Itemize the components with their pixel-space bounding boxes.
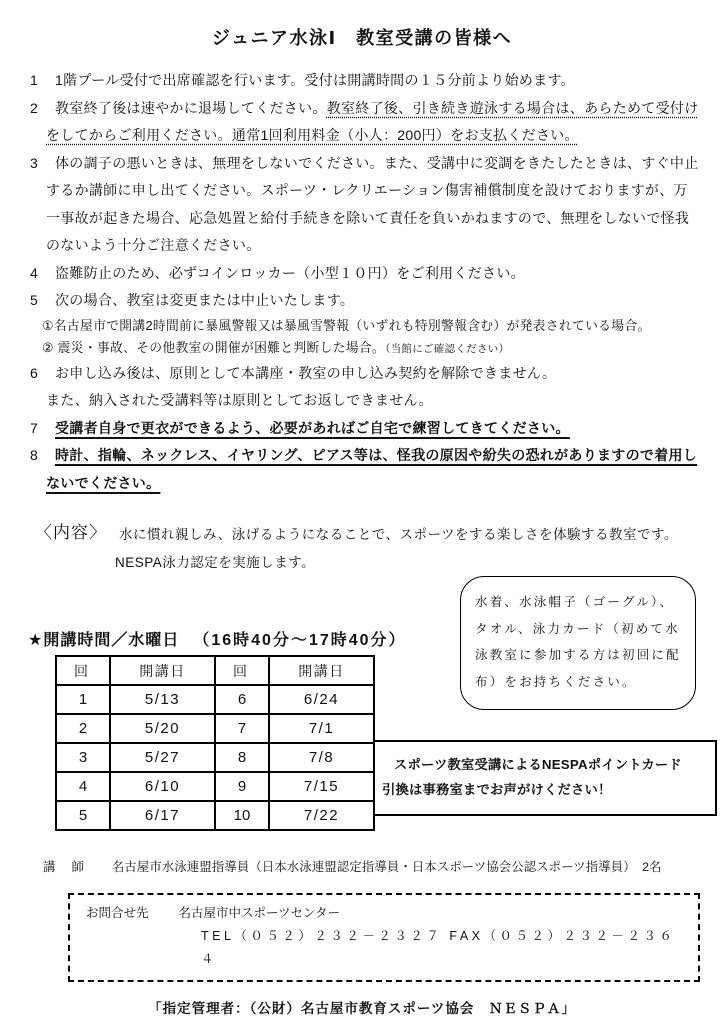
schedule-row: [56, 801, 374, 830]
designated-manager-line: 「指定管理者：（公財）名古屋市教育スポーツ協会 ＮＥＳＰＡ」: [148, 1001, 576, 1016]
schedule-header-cell: 回: [56, 656, 110, 685]
contact-tel-fax: TEL（０５２）２３２－２３２７ FAX（０５２）２３２－２３６４: [201, 929, 676, 966]
point-card-notice-line2: 引換は事務室までお声がけください！: [382, 782, 612, 797]
schedule-cell: 10: [215, 801, 269, 830]
schedule-row: [56, 685, 374, 714]
schedule-header-cell: 回: [215, 656, 269, 685]
note-text: お申し込み後は、原則として本講座・教室の申し込み契約を解除できません。: [55, 364, 557, 381]
note-text: 教室終了後は速やかに退場してください。: [55, 99, 327, 116]
items-to-bring-callout: 水着、水泳帽子（ゴーグル）、タオル、泳力カード（初めて水泳教室に参加する方は初回に配布）をお持ちください。: [460, 576, 696, 710]
note-text: 1階プール受付で出席確認を行います。受付は開講時間の１５分前より始めます。: [55, 72, 575, 88]
contact-center-name: 名古屋市中スポーツセンター: [178, 906, 341, 920]
note-item-1: [0, 67, 702, 95]
schedule-cell: 6: [215, 685, 269, 714]
schedule-row: [56, 714, 374, 743]
sub-note-small-text: （当館にご確認ください）: [385, 342, 510, 355]
schedule-cell: 5/13: [110, 685, 215, 714]
schedule-cell: 7/1: [269, 714, 374, 743]
note-text-underlined: 教室終了後、引き続き遊泳する場合は、あらためて受付けをしてからご利用ください。通常1回利用料金（小人：200円）をお支払ください。: [46, 99, 699, 143]
note-number: 5: [30, 292, 39, 308]
content-heading: 〈内容〉: [35, 523, 107, 542]
schedule-row: [56, 772, 374, 801]
schedule-table: [55, 655, 375, 831]
schedule-cell: 6/10: [110, 772, 215, 801]
nespa-point-card-notice: [373, 740, 717, 816]
content-description-line2: NESPA泳力認定を実施します。: [115, 555, 316, 570]
note-number: 7: [30, 419, 39, 436]
note-item-5-sub-1: [0, 315, 702, 337]
schedule-caption-time: （16時40分～17時40分）: [193, 632, 407, 649]
contact-line1: [86, 902, 686, 925]
notes-list: [0, 67, 724, 497]
note-item-4: [0, 260, 702, 288]
page-title: ジュニア水泳Ⅰ 教室受講の皆様へ: [211, 28, 513, 48]
schedule-cell: 7/15: [269, 772, 374, 801]
note-item-2: [0, 95, 702, 150]
schedule-cell: 3: [56, 743, 110, 772]
note-number: 2: [30, 99, 39, 116]
note-item-7: [0, 415, 702, 443]
content-description: 水に慣れ親しみ、泳げるようになることで、スポーツをする楽しさを体験する教室です。: [119, 527, 678, 542]
note-text: 盗難防止のため、必ずコインロッカー（小型１０円）をご利用ください。: [55, 264, 525, 281]
schedule-cell: 5: [56, 801, 110, 830]
sub-note-text: ② 震災・事故、その他教室の開催が困難と判断した場合。: [42, 339, 386, 355]
content-section: [0, 519, 724, 549]
note-item-5: [0, 287, 702, 315]
schedule-header-cell: 開講日: [110, 656, 215, 685]
note-item-6: [0, 360, 702, 415]
schedule-row: [56, 743, 374, 772]
note-item-5-sub-2: [0, 337, 702, 360]
schedule-cell: 2: [56, 714, 110, 743]
schedule-header-row: [56, 656, 374, 685]
note-text: 次の場合、教室は変更または中止いたします。: [55, 292, 355, 308]
point-card-notice-line1: スポーツ教室受講によるNESPAポイントカード: [394, 757, 682, 772]
schedule-cell: 7: [215, 714, 269, 743]
schedule-cell: 8: [215, 743, 269, 772]
note-text-bold-underlined: 時計、指輪、ネックレス、イヤリング、ピアス等は、怪我の原因や紛失の恐れがありますので着用しないでください。: [46, 447, 698, 491]
contact-box: [68, 893, 700, 982]
note-text: 体の調子の悪いときは、無理をしないでください。また、受講中に変調をきたしたときは、すぐ中止するか講師に申し出てください。スポーツ・レクリエーション傷害補償制度を設けておりますが、万一事故が起きた場合、応急処置と給付手続きを除いて責任を負いかねますので、無理をしないで怪我のないよう十分ご注意ください。: [46, 154, 699, 253]
note-number: 4: [30, 264, 39, 281]
schedule-cell: 5/27: [110, 743, 215, 772]
note-number: 1: [30, 72, 39, 88]
note-text-bold-underlined: 受講者自身で更衣ができるよう、必要があればご自宅で練習してきてください。: [55, 419, 570, 436]
note-text-continuation: また、納入された受講料等は原則としてお返しできません。: [46, 392, 433, 408]
note-number: 3: [30, 154, 39, 171]
schedule-cell: 5/20: [110, 714, 215, 743]
sub-note-text: ①名古屋市で開講2時間前に暴風警報又は暴風雪警報（いずれも特別警報含む）が発表されている場合。: [42, 317, 651, 333]
note-item-3: [0, 150, 702, 260]
schedule-cell: 7/8: [269, 743, 374, 772]
note-number: 6: [30, 364, 39, 381]
schedule-cell: 9: [215, 772, 269, 801]
schedule-cell: 7/22: [269, 801, 374, 830]
note-number: 8: [30, 447, 39, 463]
schedule-cell: 6/17: [110, 801, 215, 830]
schedule-caption-label: ★開講時間／水曜日: [28, 632, 180, 649]
contact-label: お問合せ先: [86, 906, 149, 920]
schedule-cell: 6/24: [269, 685, 374, 714]
note-item-8: [0, 442, 702, 497]
schedule-cell: 1: [56, 685, 110, 714]
instructor-label: 講 師: [43, 860, 86, 874]
schedule-header-cell: 開講日: [269, 656, 374, 685]
schedule-cell: 4: [56, 772, 110, 801]
instructor-text: 名古屋市水泳連盟指導員（日本水泳連盟認定指導員・日本スポーツ協会公認スポーツ指導員） 2名: [111, 860, 662, 874]
instructor-line: [0, 857, 724, 875]
